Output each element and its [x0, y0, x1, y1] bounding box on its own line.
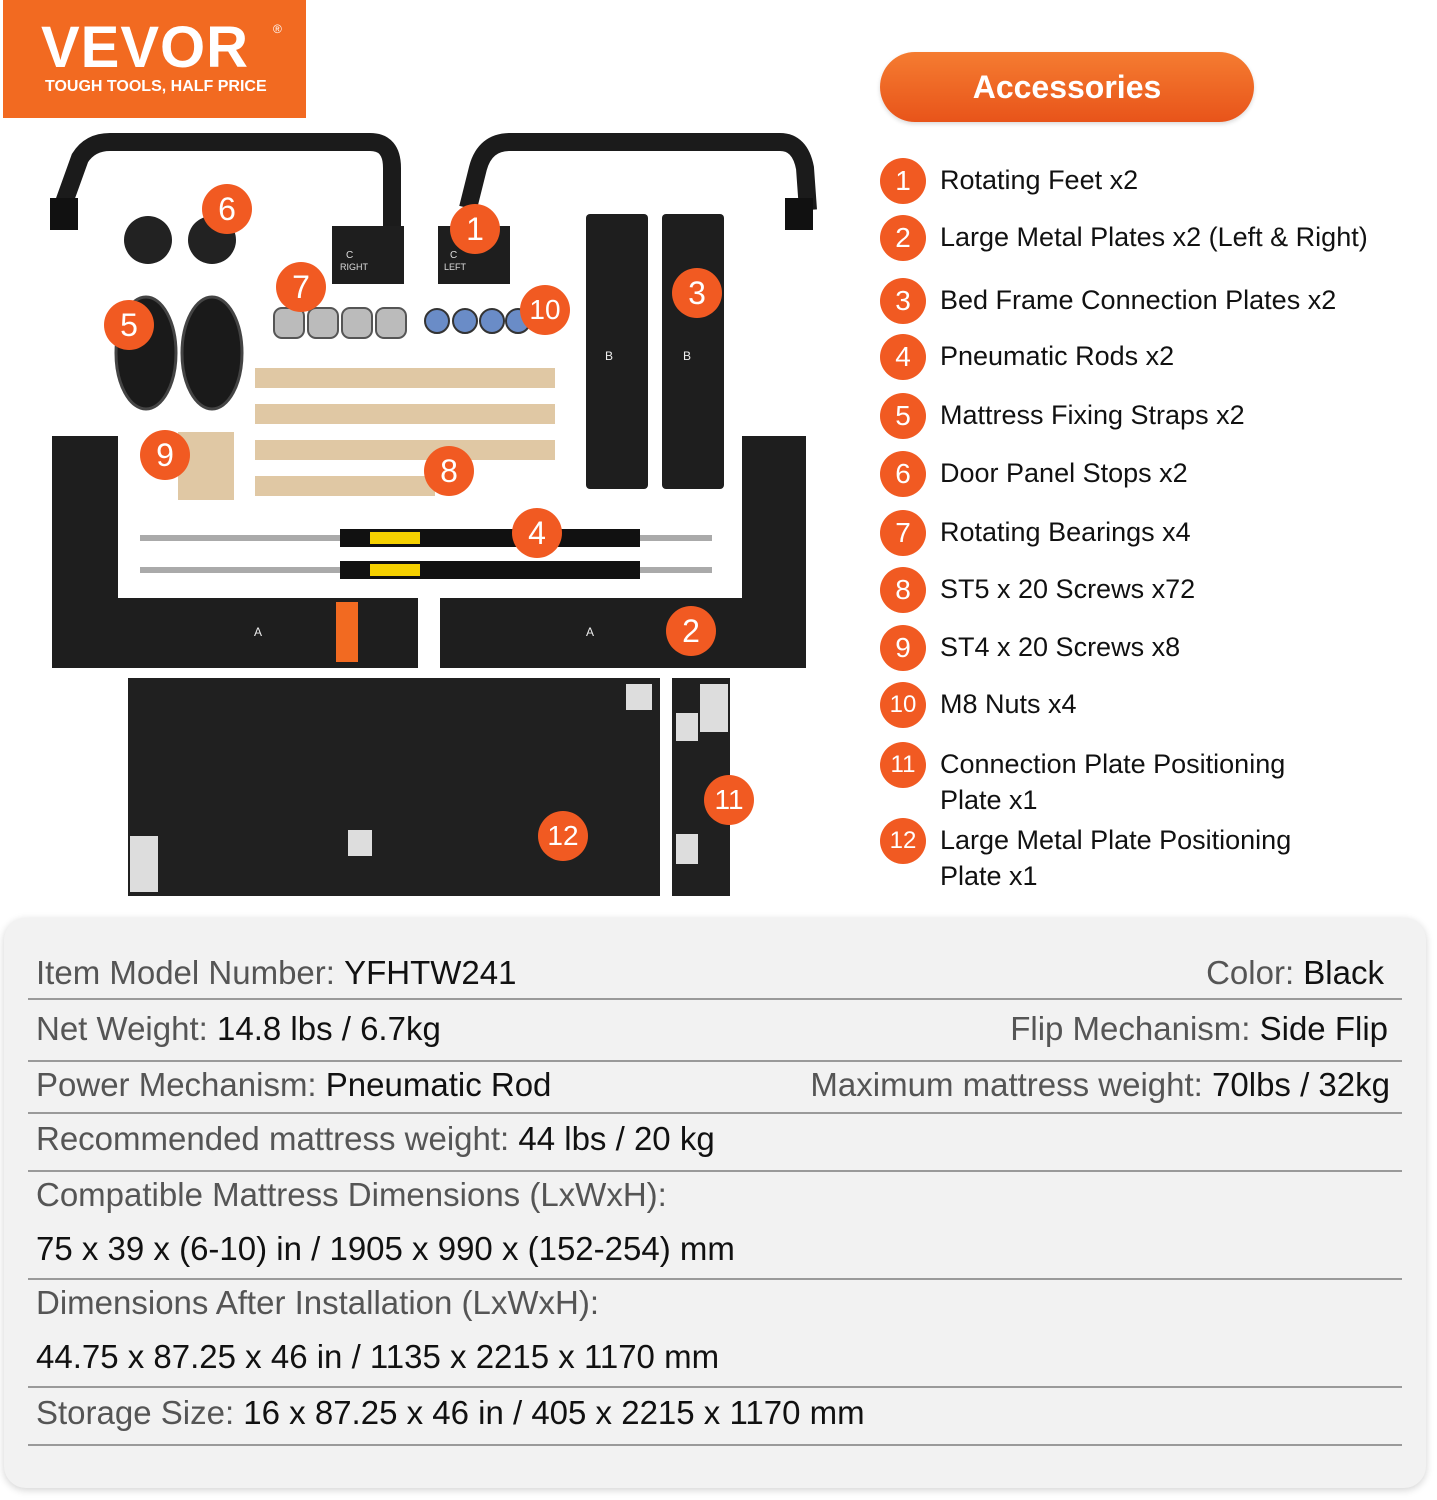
- bracket-label-right: RIGHT: [340, 262, 368, 272]
- item-number: 7: [880, 510, 926, 556]
- connection-plate-right: [662, 214, 724, 489]
- brand-tagline: TOUGH TOOLS, HALF PRICE: [45, 78, 267, 95]
- list-item: [880, 278, 1420, 324]
- nuts: [425, 309, 530, 333]
- spec-row-recommended: [28, 1114, 1402, 1172]
- plate-label-b2: B: [683, 349, 692, 363]
- plate-brand-sticker: [336, 602, 358, 662]
- photo-callout-2: 2: [666, 606, 716, 656]
- item-label: Rotating Feet x2: [940, 165, 1139, 195]
- large-plate-positioning-plate: [128, 678, 660, 896]
- color-label: Color:: [1206, 954, 1295, 991]
- item-number: 12: [880, 818, 926, 864]
- screws-st5: [255, 368, 555, 496]
- list-item: [880, 818, 1340, 894]
- list-item: [880, 215, 1420, 261]
- connection-plate-left: [586, 214, 648, 489]
- item-number: 9: [880, 625, 926, 671]
- large-plate-left: [52, 436, 418, 668]
- photo-callout-9: 9: [140, 430, 190, 480]
- item-label: Door Panel Stops x2: [940, 458, 1188, 488]
- pneumatic-rods: [140, 529, 712, 579]
- item-label: Connection Plate Positioning Plate x1: [940, 749, 1286, 815]
- item-number: 1: [880, 158, 926, 204]
- item-label: Pneumatic Rods x2: [940, 341, 1175, 371]
- photo-callout-1: 1: [450, 204, 500, 254]
- door-stop-1: [124, 216, 172, 264]
- item-number: 3: [880, 278, 926, 324]
- plate-label-b1: B: [605, 349, 614, 363]
- item-label: Large Metal Plate Positioning Plate x1: [940, 825, 1292, 891]
- bracket-label-left: LEFT: [444, 262, 467, 272]
- spec-row-model-color: [28, 948, 1402, 1000]
- photo-callout-10: 10: [520, 285, 570, 335]
- item-label: Rotating Bearings x4: [940, 517, 1191, 547]
- list-item: [880, 510, 1420, 556]
- registered-mark: ®: [273, 22, 282, 36]
- flip-value: Side Flip: [1259, 1010, 1388, 1047]
- power-label: Power Mechanism:: [36, 1066, 317, 1103]
- spec-row-weight-flip: [28, 1000, 1402, 1062]
- product-photo: [0, 128, 860, 908]
- strap-2: [182, 297, 242, 409]
- spec-row-compatible: [28, 1172, 1402, 1280]
- photo-callout-3: 3: [672, 268, 722, 318]
- power-value: Pneumatic Rod: [325, 1066, 552, 1103]
- bracket-label-c: C: [346, 250, 354, 261]
- item-number: 10: [880, 682, 926, 728]
- list-item: [880, 393, 1420, 439]
- flip-label: Flip Mechanism:: [1010, 1010, 1251, 1047]
- specifications-panel: [4, 918, 1426, 1488]
- model-label: Item Model Number:: [36, 954, 335, 991]
- recommended-value: 44 lbs / 20 kg: [518, 1120, 715, 1157]
- color-value: Black: [1303, 954, 1384, 991]
- item-number: 4: [880, 334, 926, 380]
- storage-label: Storage Size:: [36, 1394, 235, 1431]
- max-weight-label: Maximum mattress weight:: [810, 1066, 1203, 1103]
- list-item: [880, 682, 1420, 728]
- storage-value: 16 x 87.25 x 46 in / 405 x 2215 x 1170 mm: [243, 1394, 865, 1431]
- item-number: 11: [880, 742, 926, 788]
- net-weight-label: Net Weight:: [36, 1010, 208, 1047]
- list-item: [880, 334, 1420, 380]
- bracket-label-c2: C: [450, 250, 458, 261]
- item-label: ST4 x 20 Screws x8: [940, 632, 1181, 662]
- spec-row-after-installation: [28, 1280, 1402, 1388]
- photo-callout-8: 8: [424, 446, 474, 496]
- accessories-title: Accessories: [880, 52, 1254, 122]
- item-number: 2: [880, 215, 926, 261]
- brand-name: VEVOR: [41, 15, 250, 80]
- list-item: [880, 451, 1420, 497]
- list-item: [880, 567, 1420, 613]
- photo-callout-5: 5: [104, 300, 154, 350]
- item-label: ST5 x 20 Screws x72: [940, 574, 1196, 604]
- compatible-value: 75 x 39 x (6-10) in / 1905 x 990 x (152-254) mm: [36, 1230, 735, 1267]
- item-number: 6: [880, 451, 926, 497]
- item-label: M8 Nuts x4: [940, 689, 1077, 719]
- photo-callout-12: 12: [538, 811, 588, 861]
- net-weight-value: 14.8 lbs / 6.7kg: [216, 1010, 441, 1047]
- vevor-logo: [3, 0, 306, 118]
- model-value: YFHTW241: [344, 954, 517, 991]
- list-item: [880, 742, 1340, 818]
- compatible-label: Compatible Mattress Dimensions (LxWxH):: [36, 1176, 667, 1213]
- spec-row-power-max: [28, 1062, 1402, 1114]
- after-installation-label: Dimensions After Installation (LxWxH):: [36, 1284, 600, 1321]
- bearings: [274, 308, 406, 338]
- photo-callout-7: 7: [276, 262, 326, 312]
- plate-label-a1: A: [254, 625, 263, 639]
- list-item: [880, 625, 1420, 671]
- item-number: 5: [880, 393, 926, 439]
- item-label: Bed Frame Connection Plates x2: [940, 285, 1337, 315]
- photo-callout-11: 11: [704, 775, 754, 825]
- rotating-foot-right: [468, 142, 808, 210]
- foot-bracket-right: [332, 226, 404, 284]
- photo-callout-6: 6: [202, 184, 252, 234]
- item-number: 8: [880, 567, 926, 613]
- item-label: Large Metal Plates x2 (Left & Right): [940, 222, 1368, 252]
- plate-label-a2: A: [586, 625, 595, 639]
- list-item: [880, 158, 1420, 204]
- recommended-label: Recommended mattress weight:: [36, 1120, 510, 1157]
- photo-callout-4: 4: [512, 508, 562, 558]
- after-installation-value: 44.75 x 87.25 x 46 in / 1135 x 2215 x 1170 mm: [36, 1338, 720, 1375]
- item-label: Mattress Fixing Straps x2: [940, 400, 1245, 430]
- spec-row-storage: [28, 1388, 1402, 1446]
- max-weight-value: 70lbs / 32kg: [1212, 1066, 1390, 1103]
